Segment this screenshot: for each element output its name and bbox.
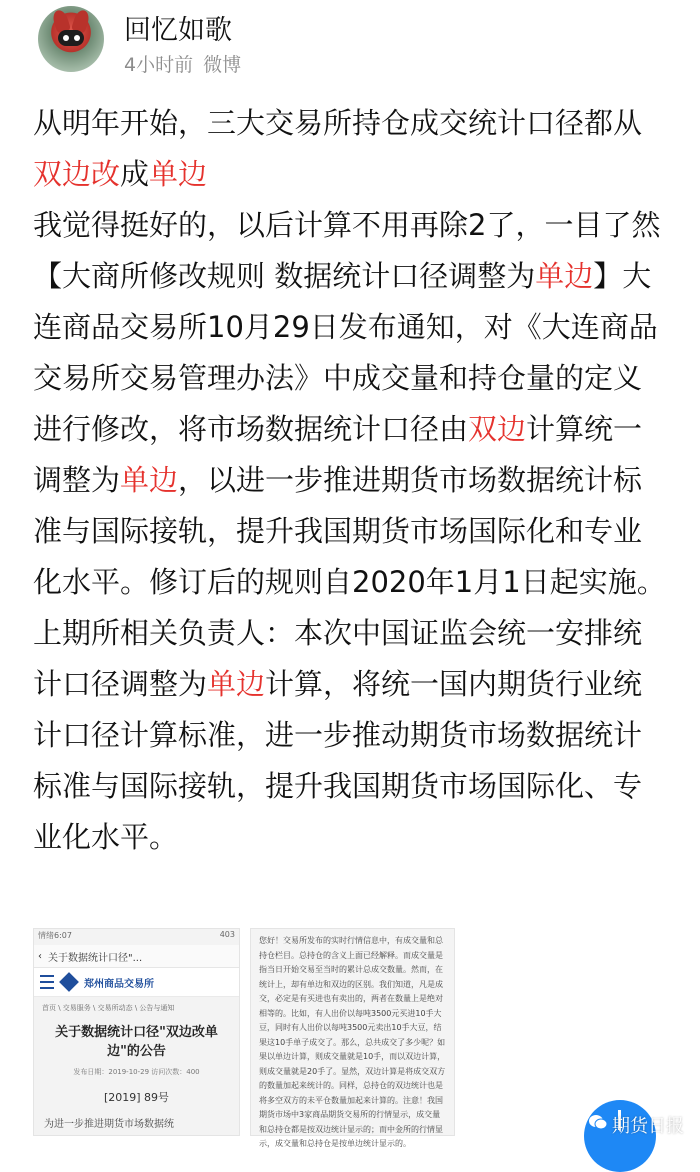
avatar[interactable] — [38, 6, 104, 72]
thumb-brand-name: 郑州商品交易所 — [84, 978, 154, 990]
thumb-breadcrumb: 首页 \ 交易服务 \ 交易所动态 \ 公告与通知 — [42, 1004, 175, 1012]
watermark-badge — [584, 1100, 690, 1148]
highlight-text: 单边 — [535, 259, 594, 293]
thumb-title: 关于数据统计口径"双边改单边"的公告 — [55, 1025, 218, 1059]
avatar-eye-right — [74, 35, 80, 41]
text: 成 — [120, 157, 150, 191]
post-paragraph-3 — [33, 251, 668, 608]
thumb-nav-title: 关于数据统计口径"... — [48, 952, 143, 964]
thumb-brand — [34, 968, 239, 997]
highlight-text: 单边 — [149, 157, 208, 191]
post-meta — [124, 50, 241, 77]
post-source: 微博 — [203, 54, 242, 76]
thumb-statusbar — [34, 929, 239, 945]
watermark-label: 期货日报 — [612, 1116, 684, 1137]
post-paragraph-2: 我觉得挺好的，以后计算不用再除2了，一目了然 — [33, 208, 661, 242]
text: ，以进一步推进期货市场数据统计标准与国际接轨，提升我国期货市场国际化和专业化水平。修订后的规则自2020年1月1日起实施。 — [33, 463, 666, 599]
text: 计算统一调整为 — [33, 412, 643, 497]
text: 上期所相关负责人：本次中国证监会统一安排统计口径调整为 — [33, 616, 643, 701]
menu-icon — [40, 975, 54, 989]
highlight-text: 双边 — [468, 412, 527, 446]
highlight-text: 单边 — [207, 667, 266, 701]
exchange-logo-icon — [59, 972, 79, 992]
avatar-eye-left — [63, 35, 69, 41]
thumb-nav — [34, 945, 239, 968]
text: 】大连商品交易所10月29日发布通知，对《大连商品交易所交易管理办法》中成交量和持仓量的定义进行修改，将市场数据统计口径由 — [33, 259, 658, 446]
image-thumbnail-1[interactable] — [33, 928, 240, 1136]
image-thumbnail-2[interactable] — [250, 928, 455, 1148]
username[interactable]: 回忆如歌 — [124, 15, 232, 46]
post-time: 4小时前 — [124, 54, 194, 76]
back-icon: ‹ — [38, 950, 42, 962]
thumb-docno: [2019] 89号 — [103, 1091, 170, 1104]
thumb-status-left: 情绪6:07 — [38, 931, 72, 940]
post-paragraph-1 — [33, 98, 668, 200]
text: 从明年开始，三大交易所持仓成交统计口径都从 — [33, 106, 643, 140]
post-body — [33, 98, 668, 863]
thumb-text: 您好！交易所发布的实时行情信息中，有成交量和总持仓栏目。总持仓的含义上面已经解释。而成交量是指当日开始交易至当时的累计总成交数量。然而，在统计上，却有单边和双边的区别。我们知道，凡是成交，必定是有买进也有卖出的，两者在数量上是绝对相等的。比如，有人出价以每吨3500元买进10手大豆，同时有人出价以每吨3500元卖出10手大豆，结果这10手单子成交了。那么，总共成交了多少呢？如果以单边计算，则成交量就是10手，而以双边计算，则成交量就是20手了。显然，双边计算是将成交双方的数量加起来统计的。同样，总持仓的双边统计也是将多空双方的未平仓数量加起来计算的。注意！我国期货市场中3家商品期货交易所的行情显示，成交量和总持仓都是按双边统计显示的；而中金所的行情显示，成交量和总持仓是按单边统计显示的。 — [259, 936, 446, 1148]
text: 【大商所修改规则 数据统计口径调整为 — [33, 259, 536, 293]
post-paragraph-4 — [33, 608, 668, 863]
highlight-text: 单边 — [120, 463, 179, 497]
text: 计算，将统一国内期货行业统计口径计算标准，进一步推动期货市场数据统计标准与国际接轨，提升我国期货市场国际化、专业化水平。 — [33, 667, 643, 854]
thumb-status-right: 403 — [219, 930, 235, 939]
wechat-icon — [588, 1114, 608, 1130]
thumb-body: 为进一步推进期货市场数据统 — [44, 1119, 174, 1130]
highlight-text: 双边改 — [33, 157, 121, 191]
post-header — [38, 6, 678, 78]
thumb-pubinfo: 发布日期：2019-10-29 访问次数：400 — [73, 1068, 200, 1076]
avatar-face — [58, 30, 84, 46]
